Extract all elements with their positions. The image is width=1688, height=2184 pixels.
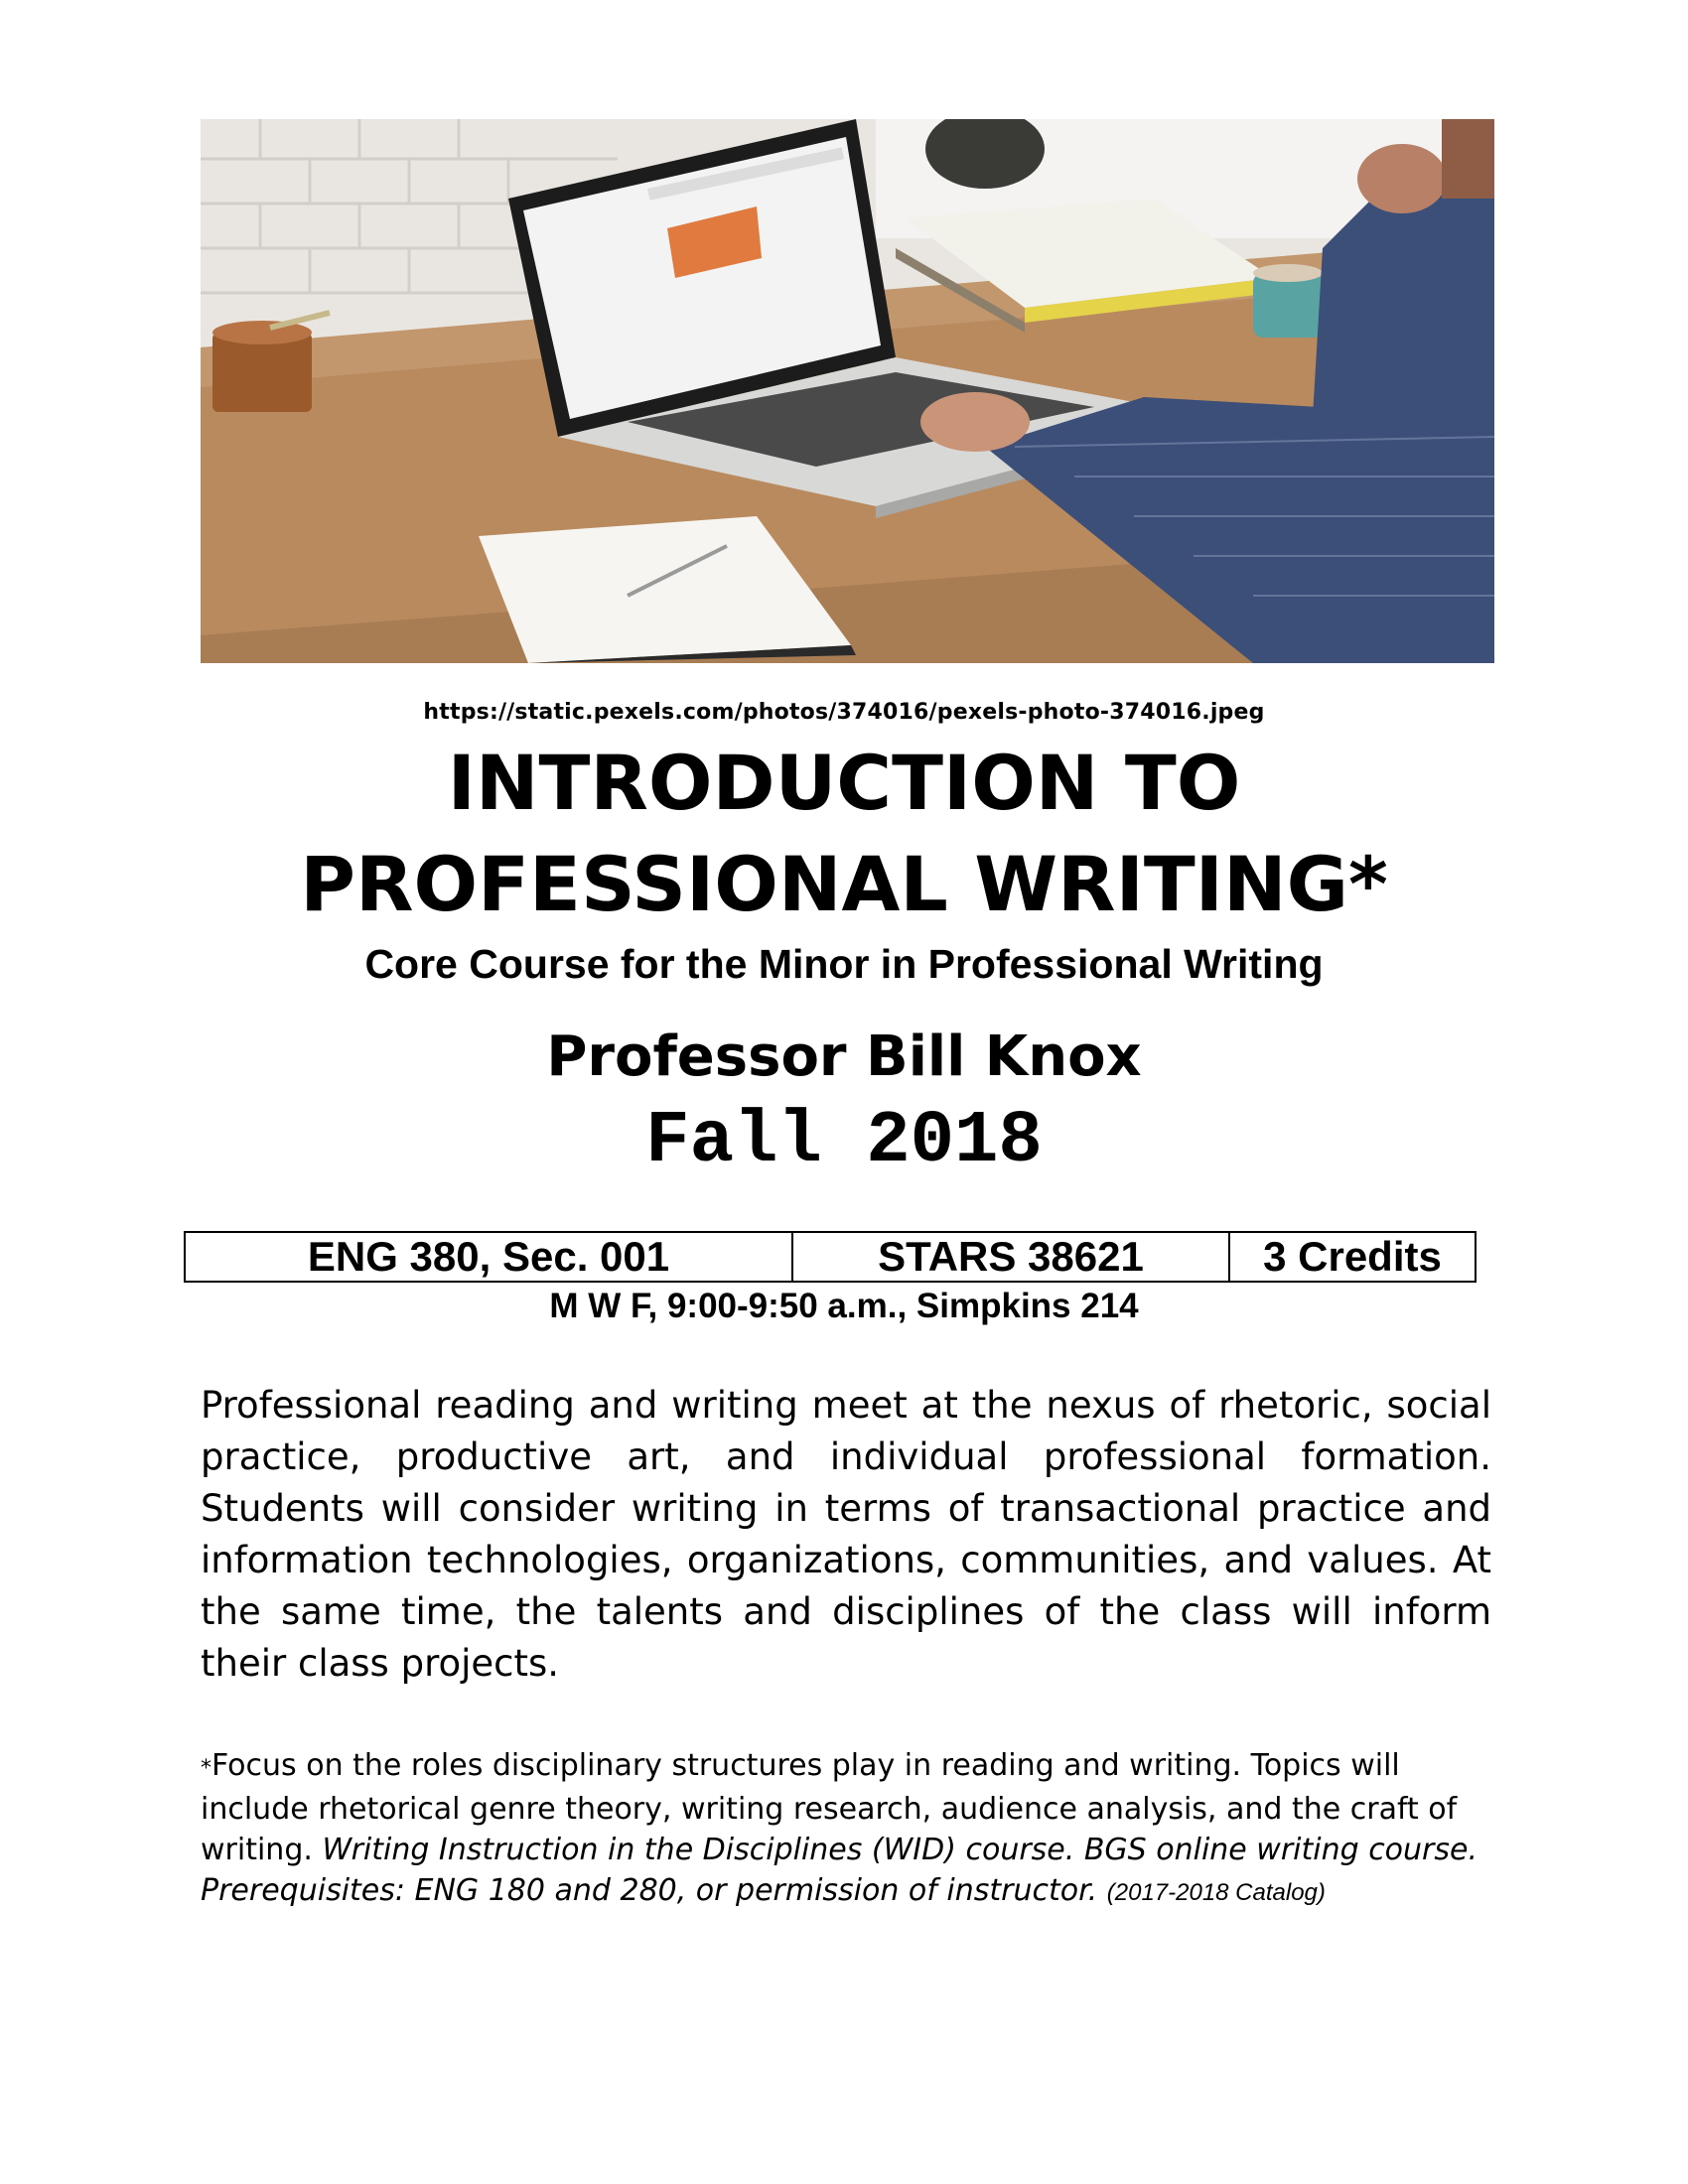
course-schedule: M W F, 9:00-9:50 a.m., Simpkins 214 [549,1287,1139,1325]
catalog-note-asterisk: * [201,1756,211,1781]
catalog-note-text: Focus on the roles disciplinary structures play in reading and writing. Topics will include rhetorical genre theory, writing research, audience analysis, and the craft of writing. [201,1748,1458,1867]
course-title-line-2: PROFESSIONAL WRITING* [300,840,1388,928]
course-subtitle: Core Course for the Minor in Professional Writing [364,941,1324,987]
course-title [0,733,1688,935]
catalog-note [201,1745,1491,1913]
course-info-table [184,1231,1477,1283]
course-title-line-1: INTRODUCTION TO [447,739,1241,827]
photo-source-url: https://static.pexels.com/photos/374016/pexels-photo-374016.jpeg [423,700,1265,725]
catalog-year: (2017-2018 Catalog) [1106,1879,1326,1906]
credits-cell: 3 Credits [1263,1233,1442,1280]
course-section-cell: ENG 380, Sec. 001 [186,1233,793,1281]
catalog-note-italic: Writing Instruction in the Disciplines (WID) course. BGS online writing course. Prerequisites: ENG 180 and 280, or permission of instructor. [201,1833,1478,1908]
course-description: Professional reading and writing meet at the nexus of rhetoric, social practice, productive art, and individual professional formation. Students will consider writing in terms of transactional practice and information technologies, organizations, communities, and values. At the same time, the talents and disciplines of the class will inform their class projects. [201,1384,1491,1685]
stars-number-cell: STARS 38621 [793,1233,1230,1281]
professor-name: Professor Bill Knox [546,1024,1142,1089]
course-term: Fall 2018 [645,1100,1043,1183]
header-photo [201,119,1494,663]
